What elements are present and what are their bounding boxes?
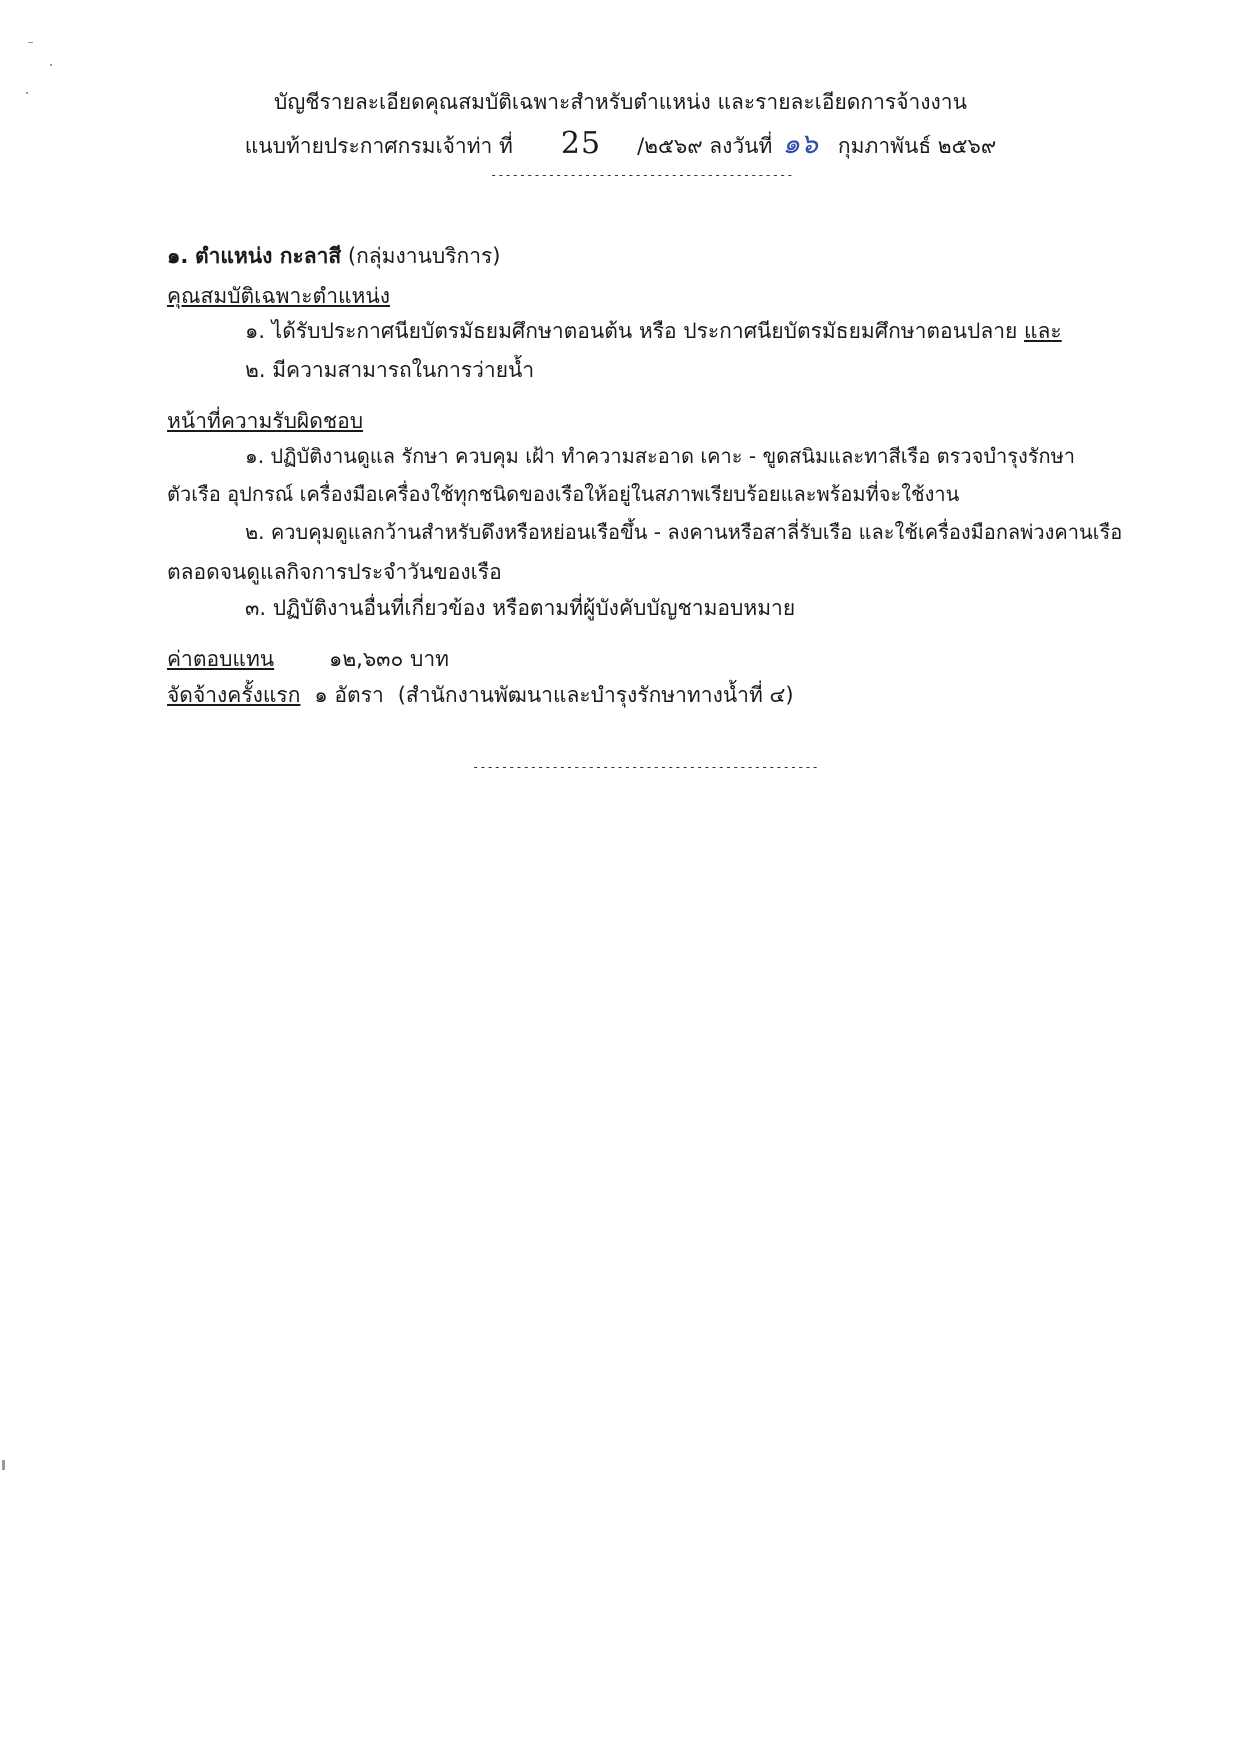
header-reference-line <box>0 122 1241 166</box>
duty-item-line: ๓. ปฏิบัติงานอื่นที่เกี่ยวข้อง หรือตามที่ผู้บังคับบัญชามอบหมาย <box>245 596 796 620</box>
hiring-row <box>167 679 794 712</box>
position-name: ตำแหน่ง กะลาสี <box>195 244 342 268</box>
scan-mark <box>28 42 33 43</box>
duties-heading: หน้าที่ความรับผิดชอบ <box>167 409 364 433</box>
qualifications-heading: คุณสมบัติเฉพาะตำแหน่ง <box>167 284 390 308</box>
scan-mark <box>2 1460 5 1470</box>
compensation-label: ค่าตอบแทน <box>167 647 275 671</box>
position-number: ๑. <box>167 244 189 268</box>
qualification-item <box>245 315 1062 348</box>
header-month-year: กุมภาพันธ์ ๒๕๖๙ <box>837 134 997 158</box>
hiring-count: ๑ อัตรา <box>314 683 384 707</box>
announcement-number: 25 <box>560 126 602 161</box>
footer-separator: ------------------------------------------------ <box>472 760 819 774</box>
header-year: /๒๕๖๙ ลงวันที่ <box>637 134 773 158</box>
header-prefix: แนบท้ายประกาศกรมเจ้าท่า ที่ <box>244 134 513 158</box>
compensation-value: ๑๒,๖๓๐ บาท <box>329 647 449 671</box>
qualification-conjunction: และ <box>1024 319 1062 343</box>
qualification-item-text: ๑. ได้รับประกาศนียบัตรมัธยมศึกษาตอนต้น หรือ ประกาศนียบัตรมัธยมศึกษาตอนปลาย <box>245 319 1018 343</box>
position-title <box>167 240 1107 273</box>
compensation-row <box>167 643 449 676</box>
duty-item-line: ตลอดจนดูแลกิจการประจำวันของเรือ <box>167 560 502 584</box>
duty-item-line: ตัวเรือ อุปกรณ์ เครื่องมือเครื่องใช้ทุกชนิดของเรือให้อยู่ในสภาพเรียบร้อยและพร้อมที่จะใช้งาน <box>167 482 960 506</box>
position-group: (กลุ่มงานบริการ) <box>347 244 501 268</box>
header-separator: ------------------------------------------ <box>490 168 794 182</box>
duty-item-line: ๒. ควบคุมดูแลกว้านสำหรับดึงหรือหย่อนเรือขึ้น - ลงคานหรือสาลี่รับเรือ และใช้เครื่องมือกลพ่วงคานเรือ <box>245 520 1123 544</box>
scan-mark <box>50 64 52 66</box>
header-title-line: บัญชีรายละเอียดคุณสมบัติเฉพาะสำหรับตำแหน่ง และรายละเอียดการจ้างงาน <box>274 90 967 114</box>
duty-item-line: ๑. ปฏิบัติงานดูแล รักษา ควบคุม เฝ้า ทำความสะอาด เคาะ - ขูดสนิมและทาสีเรือ ตรวจบำรุงรักษา <box>245 444 1076 468</box>
hiring-label: จัดจ้างครั้งแรก <box>167 683 301 707</box>
hiring-unit: (สำนักงานพัฒนาและบำรุงรักษาทางน้ำที่ ๔) <box>397 683 794 707</box>
qualification-item: ๒. มีความสามารถในการว่ายน้ำ <box>245 358 535 382</box>
handwritten-day: ๑๖ <box>782 127 818 160</box>
